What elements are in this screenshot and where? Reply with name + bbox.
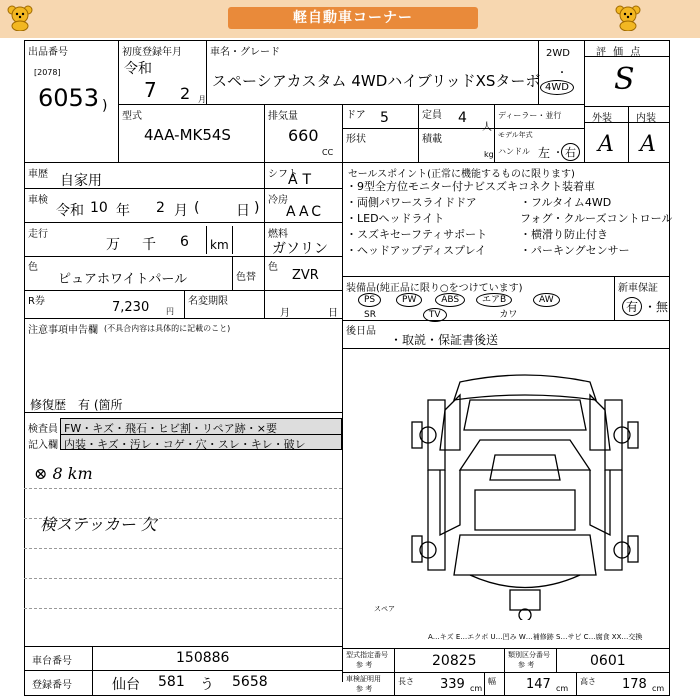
post-items: ・取説・保証書後送: [390, 333, 499, 347]
chassis-number: 150886: [176, 650, 230, 666]
lot-sub: [2078]: [34, 68, 61, 77]
equipment-row1: PS PW ABS エアB AW: [358, 293, 560, 307]
recycle-fee: 7,230: [112, 300, 150, 315]
shift: AT: [288, 172, 318, 188]
sales-points-label: セールスポイント(正常に機能するものに限ります): [348, 169, 575, 180]
lot-number: 6053: [38, 84, 100, 112]
bear-mascot-icon: [614, 5, 642, 31]
warranty-yes-circled: 有: [622, 297, 642, 316]
designation-number: 20825: [432, 653, 477, 669]
mileage-value: 6: [180, 234, 189, 250]
inspection-year: 10: [90, 200, 108, 216]
model-name-label: 車名・グレード: [210, 47, 280, 58]
rating-score: S: [614, 62, 635, 97]
sales-points-left: ・9型全方位モニター付ナビスズキコネクト装着車 ・両側パワースライドドア ・LEDヘッドライト ・スズキセーフティサポート ・ヘッドアップディスプレイ: [346, 180, 595, 257]
equipment-row2: SR TV カワ: [364, 310, 518, 320]
model-name: スペーシアカスタム 4WDハイブリッドXSターボ: [212, 72, 541, 90]
lot-label: 出品番号: [28, 47, 68, 58]
reg-month: 2: [180, 84, 191, 103]
reg-year-label: 初度登録年月: [122, 47, 182, 58]
car-damage-diagram: [400, 360, 650, 620]
handwritten-note-2: 検ステッカー 欠: [40, 515, 157, 534]
color-code: ZVR: [292, 268, 319, 283]
plate-number: 5658: [232, 674, 268, 690]
reg-era: 令和: [124, 61, 152, 77]
displacement: 660: [288, 126, 319, 145]
damage-code-legend: A…キズ E…エクボ U…凹み W…補修跡 S…サビ C…腐食 XX…交換: [428, 633, 643, 641]
handwritten-note-1: ⊗ 8 km: [34, 464, 93, 483]
doors: 5: [380, 110, 389, 126]
repair-history: 有 (箇所: [78, 398, 123, 412]
color-name: ピュアホワイトパール: [58, 272, 188, 287]
handwriting-area: [24, 460, 342, 640]
sales-points-right: ・フルタイム4WD フォグ・クルーズコントロール ・横滑り防止付き ・パーキングセンサー: [520, 196, 673, 257]
rating-interior: A: [640, 132, 656, 157]
usage: 自家用: [60, 173, 102, 189]
fuel: ガソリン: [272, 241, 328, 257]
reg-year: 7: [144, 78, 157, 102]
inspection-month: 2: [156, 200, 165, 216]
bear-mascot-icon: [6, 5, 34, 31]
height-value: 178: [622, 677, 647, 692]
capacity: 4: [458, 110, 467, 126]
length-value: 339: [440, 677, 465, 692]
rating-exterior: A: [598, 132, 614, 157]
rating-label: 評 価 点: [596, 47, 643, 58]
plate-city: 仙台: [112, 677, 140, 693]
category-number: 0601: [590, 653, 626, 669]
banner-title: 軽自動車コーナー: [228, 7, 478, 29]
equipment-label: 装備品(純正品に限り○をつけています): [346, 283, 523, 294]
drive-2wd: 2WD: [546, 48, 570, 59]
ac: AAC: [286, 204, 325, 220]
drive-4wd-circled: 4WD: [540, 80, 574, 95]
model-code: 4AA-MK54S: [144, 126, 231, 144]
handle-right-circled: 右: [561, 143, 580, 161]
width-value: 147: [526, 677, 551, 692]
